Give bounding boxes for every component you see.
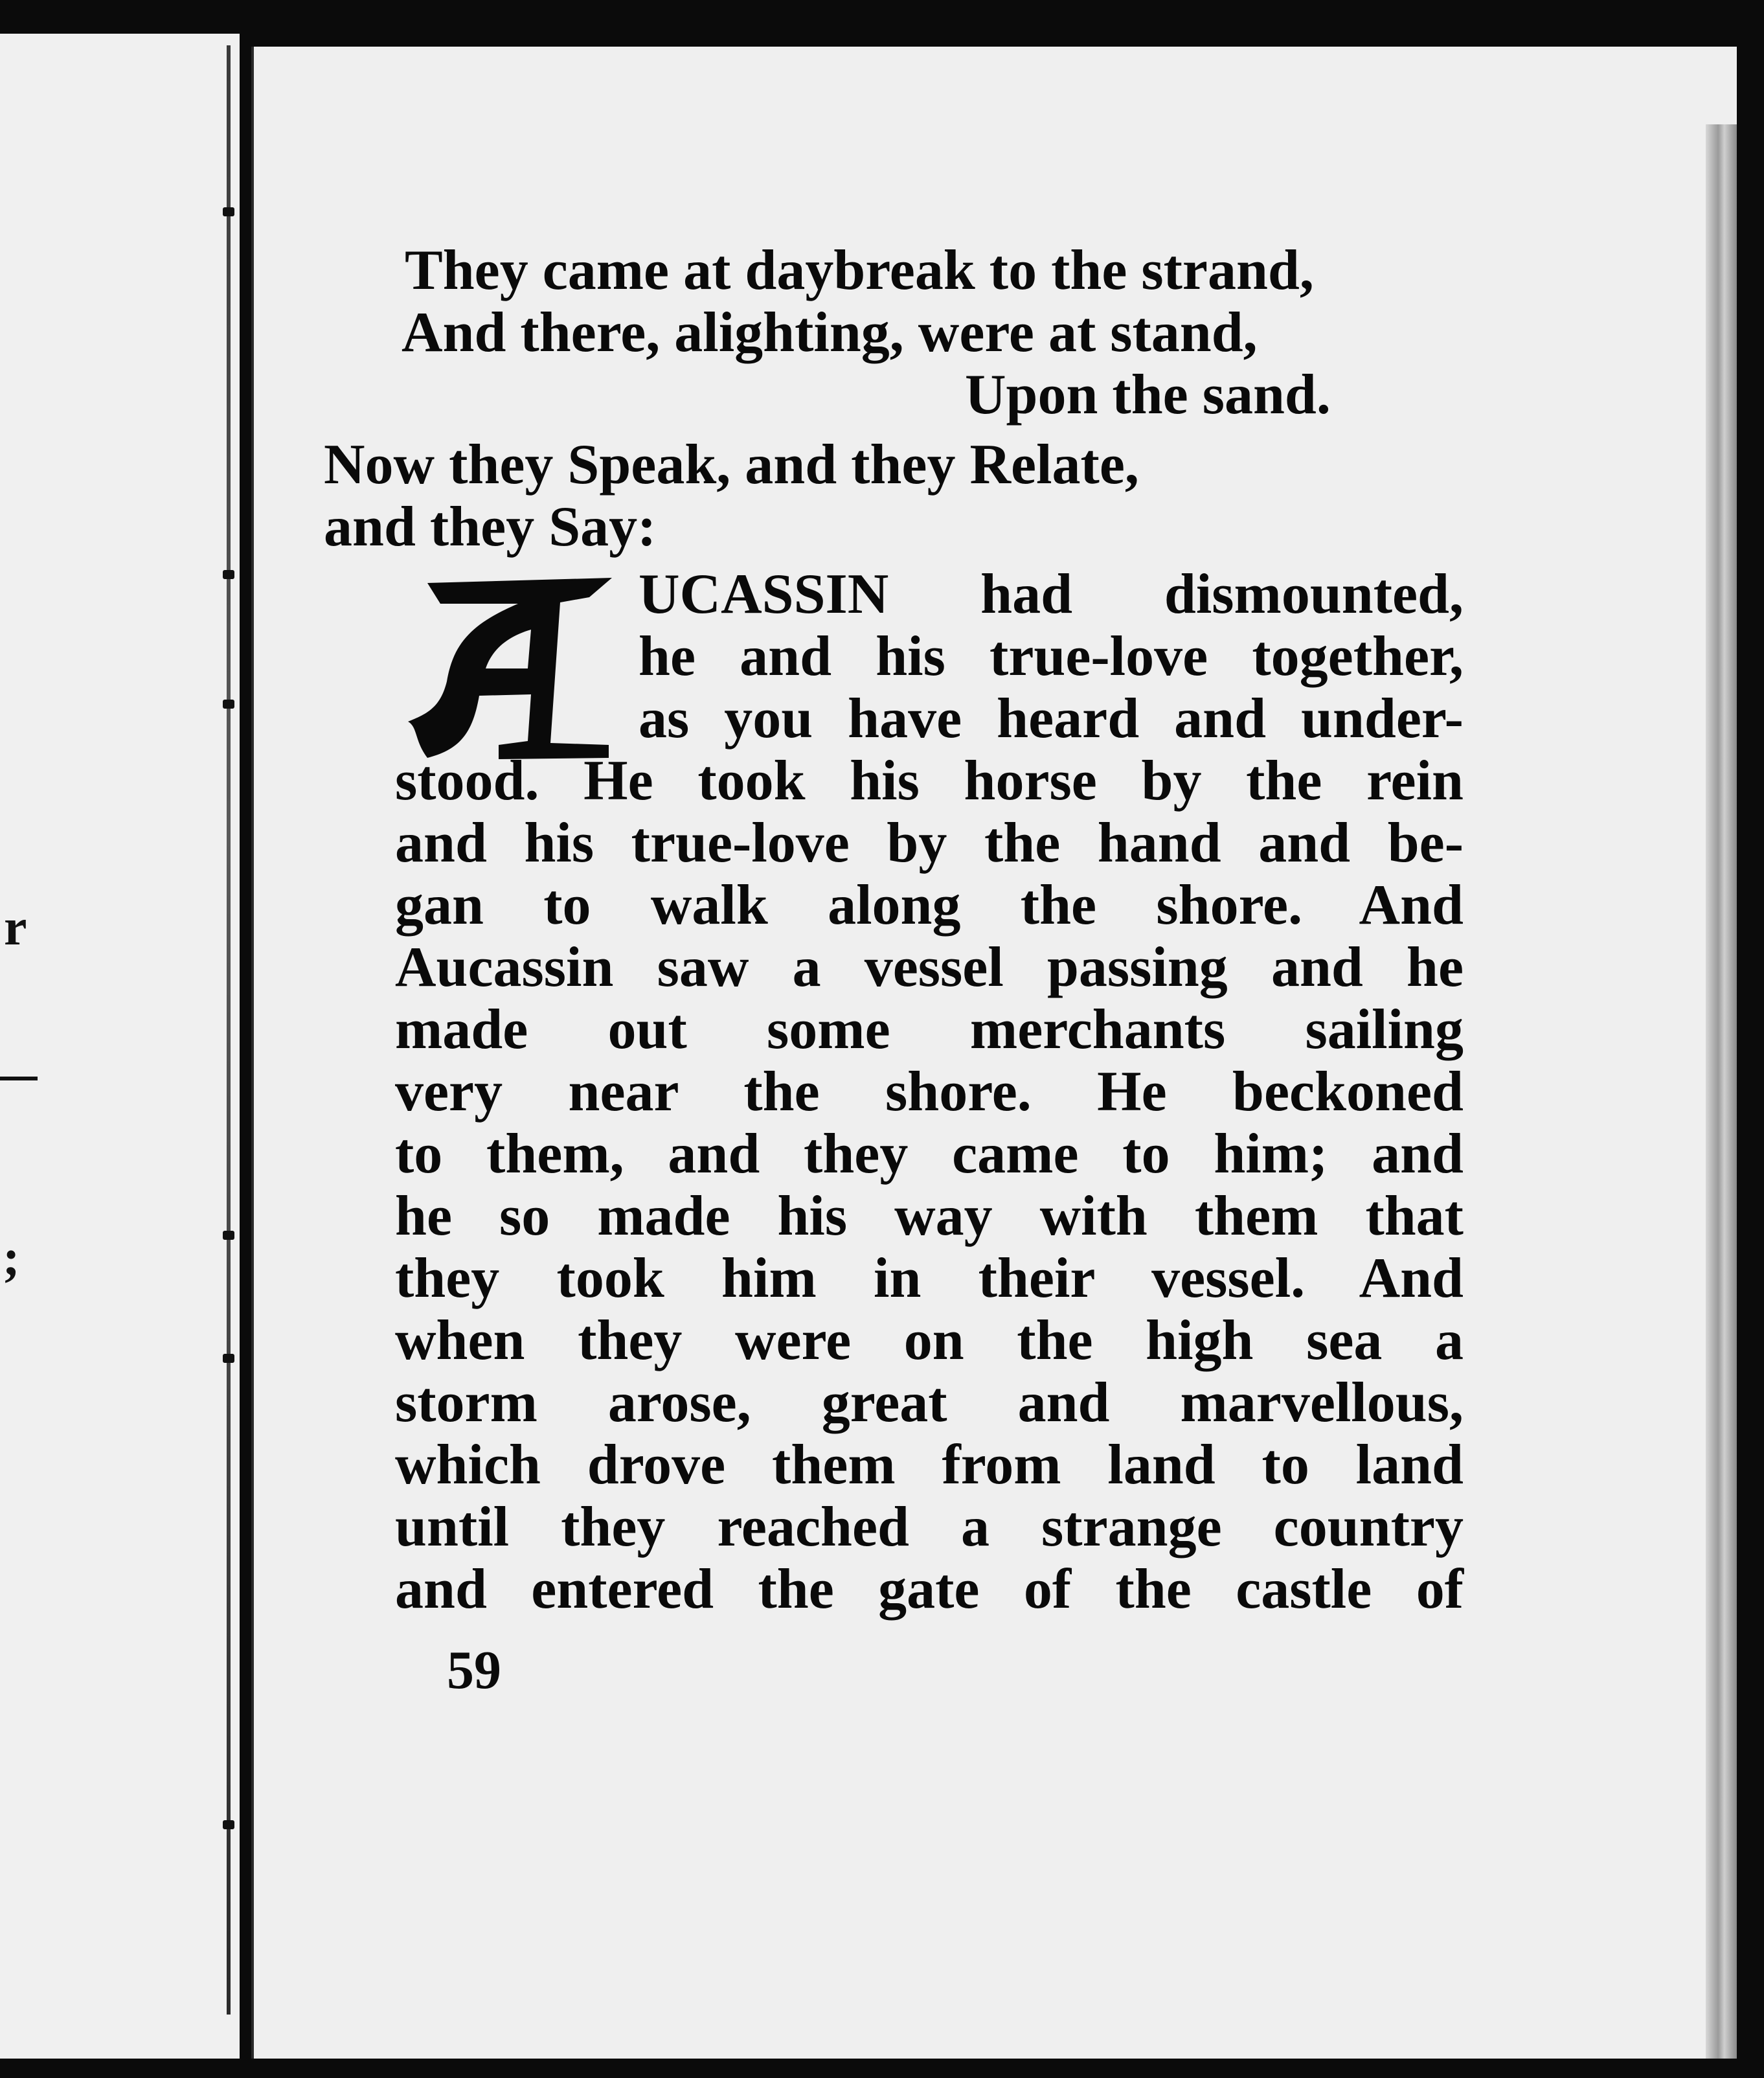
paragraph-line: stood. He took his horse by the rein	[395, 749, 1464, 812]
drop-cap-letter	[401, 571, 615, 766]
paragraph-line: he so made his way with them that	[395, 1185, 1464, 1248]
section-heading-line-1: Now they Speak, and they Relate,	[324, 433, 1139, 496]
paragraph-line: to them, and they came to him; and	[395, 1123, 1464, 1185]
paragraph-line: Aucassin saw a vessel passing and he	[395, 936, 1464, 999]
stitch-mark	[223, 700, 234, 709]
stitch-mark	[223, 1820, 234, 1829]
paragraph-line: until they reached a strange country	[395, 1496, 1464, 1558]
paragraph-body	[395, 750, 1464, 1621]
stitch-mark	[223, 207, 234, 216]
paragraph-line: as you have heard and under-	[639, 687, 1464, 750]
paragraph-line: they took him in their vessel. And	[395, 1247, 1464, 1310]
paragraph-line: he and his true-love together,	[639, 625, 1464, 688]
section-heading-line-2: and they Say:	[324, 496, 657, 558]
verse-line-2: And there, alighting, were at stand,	[401, 301, 1258, 364]
page-stack-edge	[1706, 124, 1737, 2074]
paragraph-line: when they were on the high sea a	[395, 1309, 1464, 1372]
paragraph-line: storm arose, great and marvellous,	[395, 1371, 1464, 1434]
verse-line-1: They came at daybreak to the strand,	[405, 239, 1314, 302]
left-edge-rule	[0, 1077, 38, 1080]
paragraph-line: very near the shore. He beckoned	[395, 1060, 1464, 1123]
gutter-fold	[227, 45, 231, 2015]
stitch-mark	[223, 1354, 234, 1363]
drop-cap-lines	[639, 564, 1464, 750]
stitch-mark	[223, 570, 234, 579]
paragraph-line: gan to walk along the shore. And	[395, 874, 1464, 937]
scan-border	[0, 2059, 1764, 2078]
verse-line-3: Upon the sand.	[965, 363, 1331, 426]
paragraph-line: and entered the gate of the castle of	[395, 1558, 1464, 1621]
left-edge-char-r: r	[4, 899, 27, 956]
left-edge-char-semicolon: ;	[3, 1229, 20, 1286]
page-number: 59	[447, 1640, 501, 1700]
paragraph-line: which drove them from land to land	[395, 1433, 1464, 1496]
paragraph-line: made out some merchants sailing	[395, 998, 1464, 1061]
stitch-mark	[223, 1231, 234, 1240]
paragraph-line: UCASSIN had dismounted,	[639, 563, 1464, 626]
book-gutter	[194, 45, 253, 2015]
paragraph-line: and his true-love by the hand and be-	[395, 812, 1464, 874]
